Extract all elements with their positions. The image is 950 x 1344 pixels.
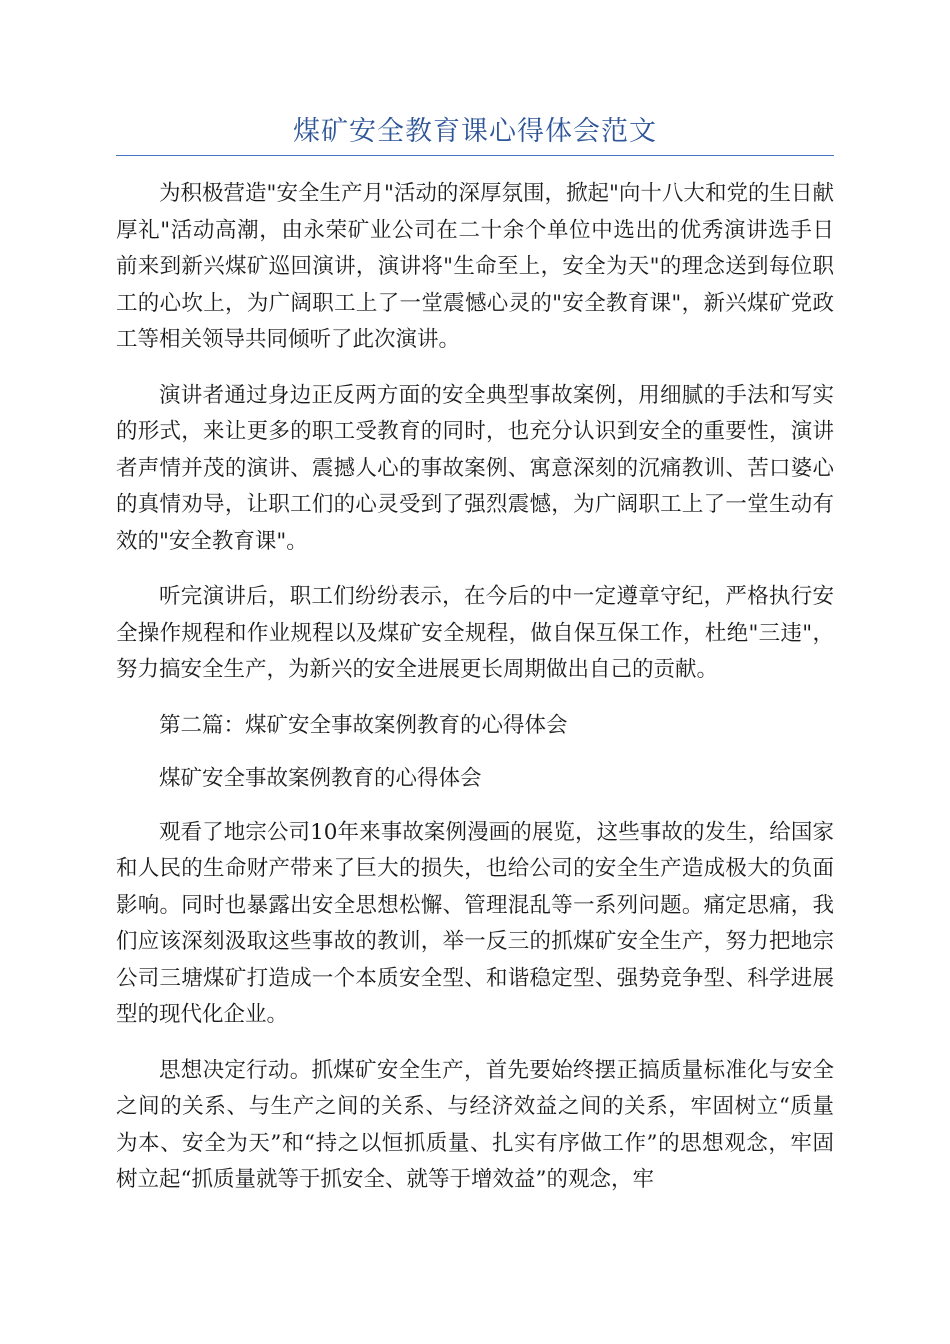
section-subheading: 煤矿安全事故案例教育的心得体会 (159, 766, 482, 791)
paragraph-3: 听完演讲后，职工们纷纷表示，在今后的中一定遵章守纪，严格执行安全操作规程和作业规程以及煤矿安全规程，做自保互保工作，杜绝"三违"，努力搞安全生产，为新兴的安全进展更长周期做出自己的贡献。 (116, 584, 834, 682)
paragraph-2: 演讲者通过身边正反两方面的安全典型事故案例，用细腻的手法和写实的形式，来让更多的职工受教育的同时，也充分认识到安全的重要性，演讲者声情并茂的演讲、震撼人心的事故案例、寓意深刻的沉痛教训、苦口婆心的真情劝导，让职工们的心灵受到了强烈震憾，为广阔职工上了一堂生动有效的"安全教育课"。 (116, 382, 834, 554)
paragraph-4: 观看了地宗公司10年来事故案例漫画的展览，这些事故的发生，给国家和人民的生命财产带来了巨大的损失，也给公司的安全生产造成极大的负面影响。同时也暴露出安全思想松懈、管理混乱等一系列问题。痛定思痛，我们应该深刻汲取这些事故的教训，举一反三的抓煤矿安全生产，努力把地宗公司三塘煤矿打造成一个本质安全型、和谐稳定型、强势竞争型、科学进展型的现代化企业。 (116, 819, 834, 1027)
section-heading-part-two: 第二篇：煤矿安全事故案例教育的心得体会 (159, 712, 568, 738)
document-body (116, 176, 834, 1218)
document-title: 煤矿安全教育课心得体会范文 (293, 116, 657, 147)
paragraph-5: 思想决定行动。抓煤矿安全生产，首先要始终摆正搞质量标准化与安全之间的关系、与生产之间的关系、与经济效益之间的关系，牢固树立“质量为本、安全为天”和“持之以恒抓质量、扎实有序做工作”的思想观念，牢固树立起“抓质量就等于抓安全、就等于增效益”的观念，牢 (116, 1057, 834, 1192)
title-underline (116, 155, 834, 156)
paragraph-1: 为积极营造"安全生产月"活动的深厚氛围，掀起"向十八大和党的生日献厚礼"活动高潮，由永荣矿业公司在二十余个单位中选出的优秀演讲选手日前来到新兴煤矿巡回演讲，演讲将"生命至上，安全为天"的理念送到每位职工的心坎上，为广阔职工上了一堂震憾心灵的"安全教育课"，新兴煤矿党政工等相关领导共同倾听了此次演讲。 (116, 181, 834, 352)
